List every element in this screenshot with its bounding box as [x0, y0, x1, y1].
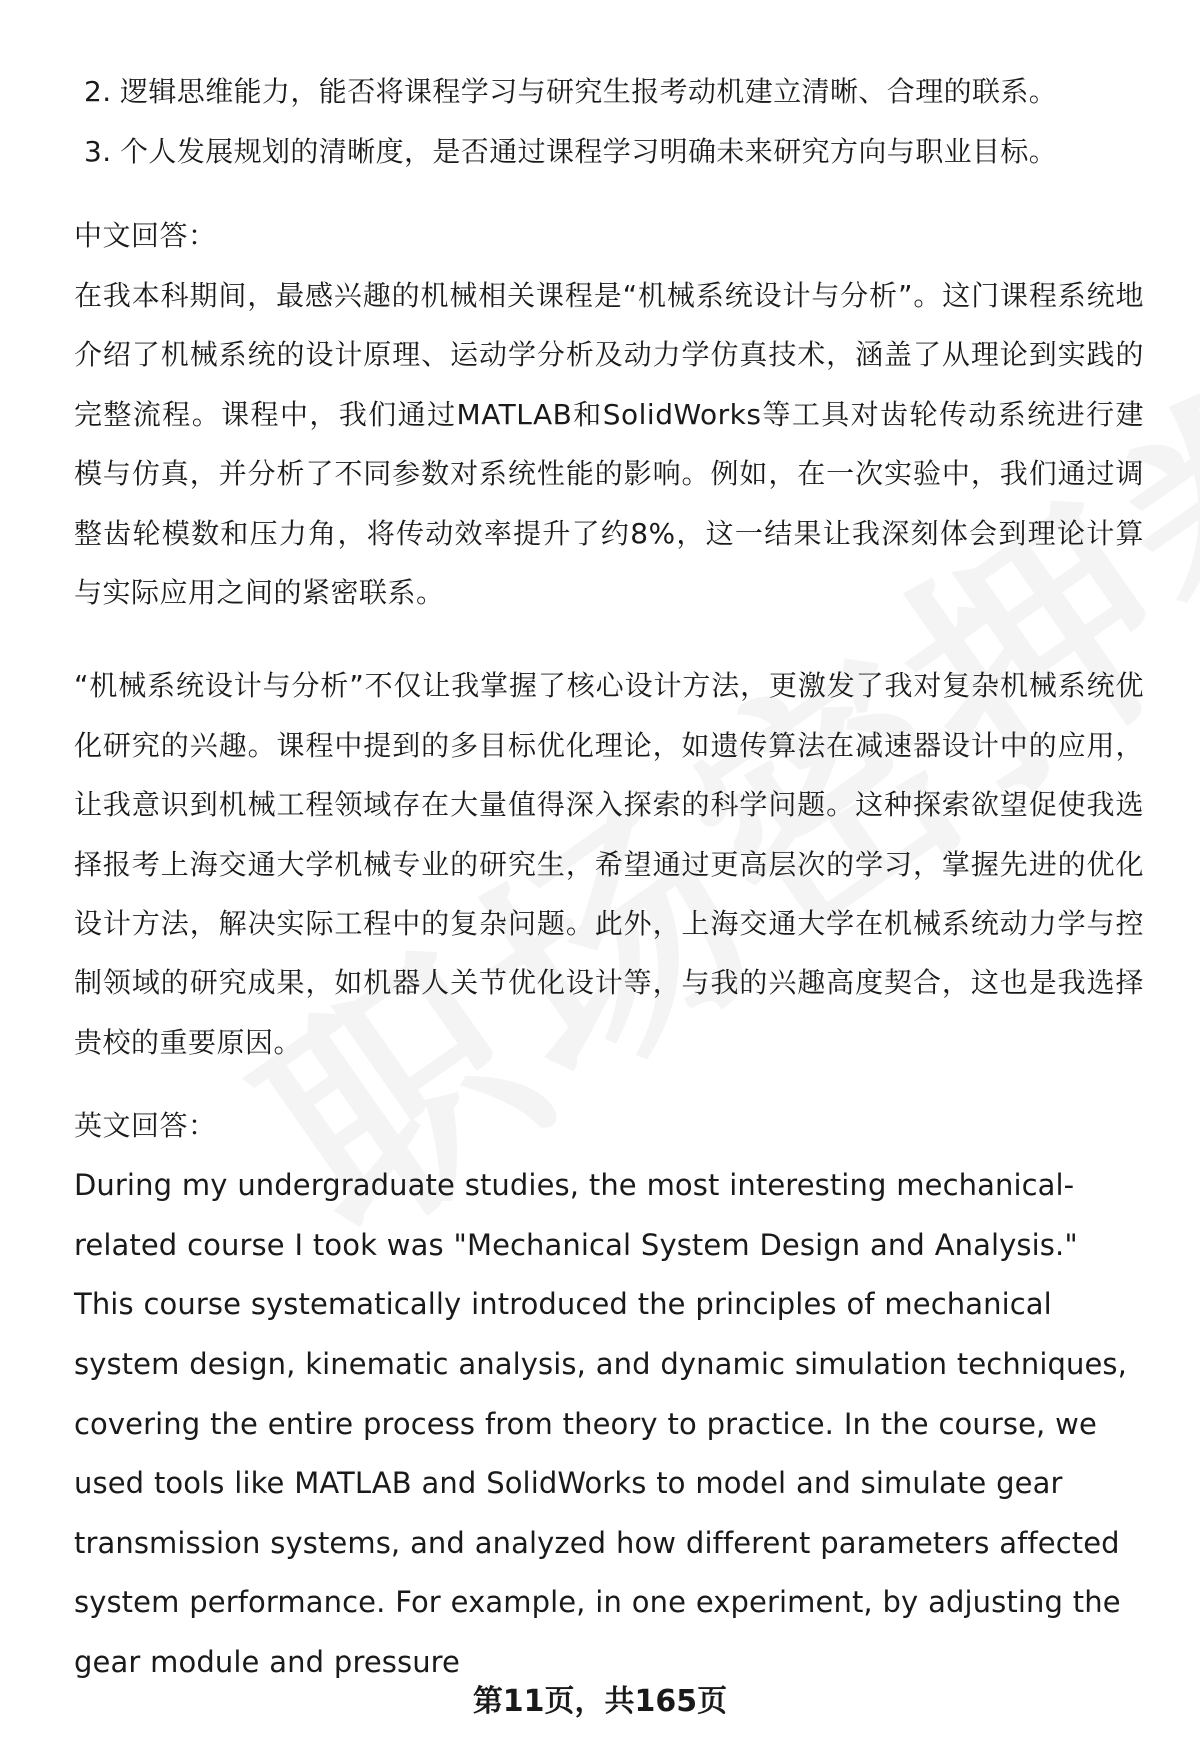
list-item	[74, 122, 1144, 182]
list-item-number: 2.	[84, 75, 112, 108]
english-answer-label: 英文回答：	[74, 1109, 217, 1143]
list-item-text: 个人发展规划的清晰度，是否通过课程学习明确未来研究方向与职业目标。	[120, 135, 1058, 168]
list-item	[74, 62, 1144, 122]
page-content	[74, 62, 1144, 1693]
criteria-list	[74, 62, 1144, 182]
chinese-answer-label: 中文回答：	[74, 219, 217, 252]
chinese-paragraph-2: “机械系统设计与分析”不仅让我掌握了核心设计方法，更激发了我对复杂机械系统优化研究的兴趣。课程中提到的多目标优化理论，如遗传算法在减速器设计中的应用，让我意识到机械工程领域存在大量值得深入探索的科学问题。这种探索欲望促使我选择报考上海交通大学机械专业的研究生，希望通过更高层次的学习，掌握先进的优化设计方法，解决实际工程中的复杂问题。此外，上海交通大学在机械系统动力学与控制领域的研究成果，如机器人关节优化设计等，与我的兴趣高度契合，这也是我选择贵校的重要原因。	[74, 669, 1144, 1059]
list-item-number: 3.	[84, 135, 112, 168]
list-item-text: 逻辑思维能力，能否将课程学习与研究生报考动机建立清晰、合理的联系。	[120, 75, 1058, 108]
chinese-paragraph-1: 在我本科期间，最感兴趣的机械相关课程是“机械系统设计与分析”。这门课程系统地介绍了机械系统的设计原理、运动学分析及动力学仿真技术，涵盖了从理论到实践的完整流程。课程中，我们通过MATLAB和SolidWorks等工具对齿轮传动系统进行建模与仿真，并分析了不同参数对系统性能的影响。例如，在一次实验中，我们通过调整齿轮模数和压力角，将传动效率提升了约8%，这一结果让我深刻体会到理论计算与实际应用之间的紧密联系。	[74, 279, 1144, 610]
page-number-footer: 第11页，共165页	[472, 1684, 728, 1719]
english-paragraph: During my undergraduate studies, the most interesting mechanical-related course I took was "Mechanical System Design and Analysis." This course systematically introduced the principles of mechanical system design, kinematic analysis, and dynamic simulation techniques, covering the entire process from theory to practice. In the course, we used tools like MATLAB and SolidWorks to model and simulate gear transmission systems, and analyzed how different parameters affected system performance. For example, in one experiment, by adjusting the gear module and pressure	[74, 1168, 1127, 1680]
